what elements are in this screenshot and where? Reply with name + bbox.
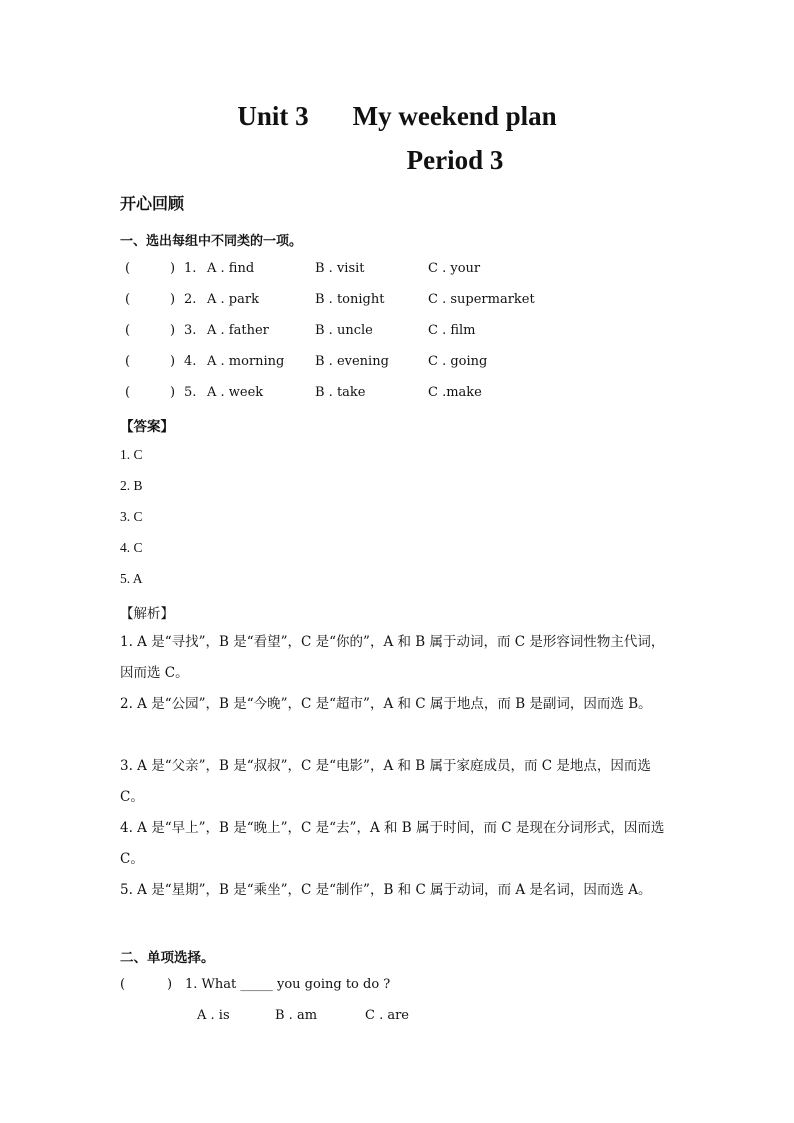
option-a: A . week — [207, 385, 264, 400]
question-number: 1. — [184, 261, 197, 276]
option-c: C . going — [428, 354, 488, 369]
part2-heading: 二、单项选择。 — [120, 950, 215, 966]
question-number: 3. — [184, 323, 197, 338]
question-text: 1. What _____ you going to do ? — [185, 977, 391, 992]
option-a: A . find — [207, 261, 255, 276]
answer-blank-open: ( — [125, 261, 131, 276]
option-b: B . am — [275, 1008, 318, 1023]
option-b: B . uncle — [315, 323, 373, 338]
option-b: B . visit — [315, 261, 365, 276]
answer-item: 2. B — [120, 478, 143, 493]
analysis-item: 5. A 是“星期”，B 是“乘坐”，C 是“制作”，B 和 C 属于动词，而 A 是名词，因而选 A。 — [120, 882, 652, 898]
part1-heading: 一、选出每组中不同类的一项。 — [120, 234, 303, 249]
answer-blank-close: ) — [170, 323, 176, 338]
option-c: C . film — [428, 323, 476, 338]
answer-blank-open: ( — [125, 385, 131, 400]
answer-blank-close: ) — [170, 354, 176, 369]
answer-item: 4. C — [120, 540, 143, 555]
question-number: 5. — [184, 385, 197, 400]
answer-blank-open: ( — [125, 354, 131, 369]
question-number: 4. — [184, 354, 197, 369]
answer-blank-open: ( — [125, 292, 131, 307]
section-review-heading: 开心回顾 — [120, 194, 185, 213]
option-a: A . father — [207, 323, 269, 338]
answer-blank-close: ) — [167, 977, 173, 992]
analysis-item: 4. A 是“早上”，B 是“晚上”，C 是“去”，A 和 B 属于时间，而 C 是现在分词形式，因而选 C。 — [120, 820, 665, 867]
period-title: Period 3 — [406, 145, 504, 175]
unit-label: Unit 3 — [237, 101, 309, 131]
option-c: C .make — [428, 385, 482, 400]
options-row — [120, 1008, 680, 1028]
unit-topic: My weekend plan — [352, 101, 557, 131]
option-a: A . morning — [207, 354, 285, 369]
option-a: A . park — [207, 292, 259, 307]
analysis-item: 1. A 是“寻找”，B 是“看望”，C 是“你的”，A 和 B 属于动词，而 C 是形容词性物主代词，因而选 C。 — [120, 634, 665, 681]
answer-item: 1. C — [120, 447, 143, 462]
option-a: A . is — [197, 1008, 230, 1023]
option-b: B . take — [315, 385, 366, 400]
option-c: C . supermarket — [428, 292, 535, 307]
option-b: B . tonight — [315, 292, 385, 307]
question-number: 2. — [184, 292, 197, 307]
answer-item: 3. C — [120, 509, 143, 524]
answer-item: 5. A — [120, 571, 143, 586]
analysis-item: 2. A 是“公园”，B 是“今晚”，C 是“超市”，A 和 C 属于地点，而 B 是副词，因而选 B。 — [120, 696, 652, 712]
option-c: C . your — [428, 261, 481, 276]
question-row — [120, 977, 680, 997]
analysis-label: 【解析】 — [120, 606, 174, 622]
analysis-item: 3. A 是“父亲”，B 是“叔叔”，C 是“电影”，A 和 B 属于家庭成员，而 C 是地点，因而选 C。 — [120, 758, 651, 805]
answer-blank-close: ) — [170, 385, 176, 400]
answer-blank-open: ( — [125, 323, 131, 338]
answer-blank-open: ( — [120, 977, 126, 992]
option-b: B . evening — [315, 354, 389, 369]
answer-blank-close: ) — [170, 261, 176, 276]
answer-label: 【答案】 — [120, 419, 174, 435]
answer-blank-close: ) — [170, 292, 176, 307]
unit-title — [0, 101, 794, 132]
option-c: C . are — [365, 1008, 410, 1023]
